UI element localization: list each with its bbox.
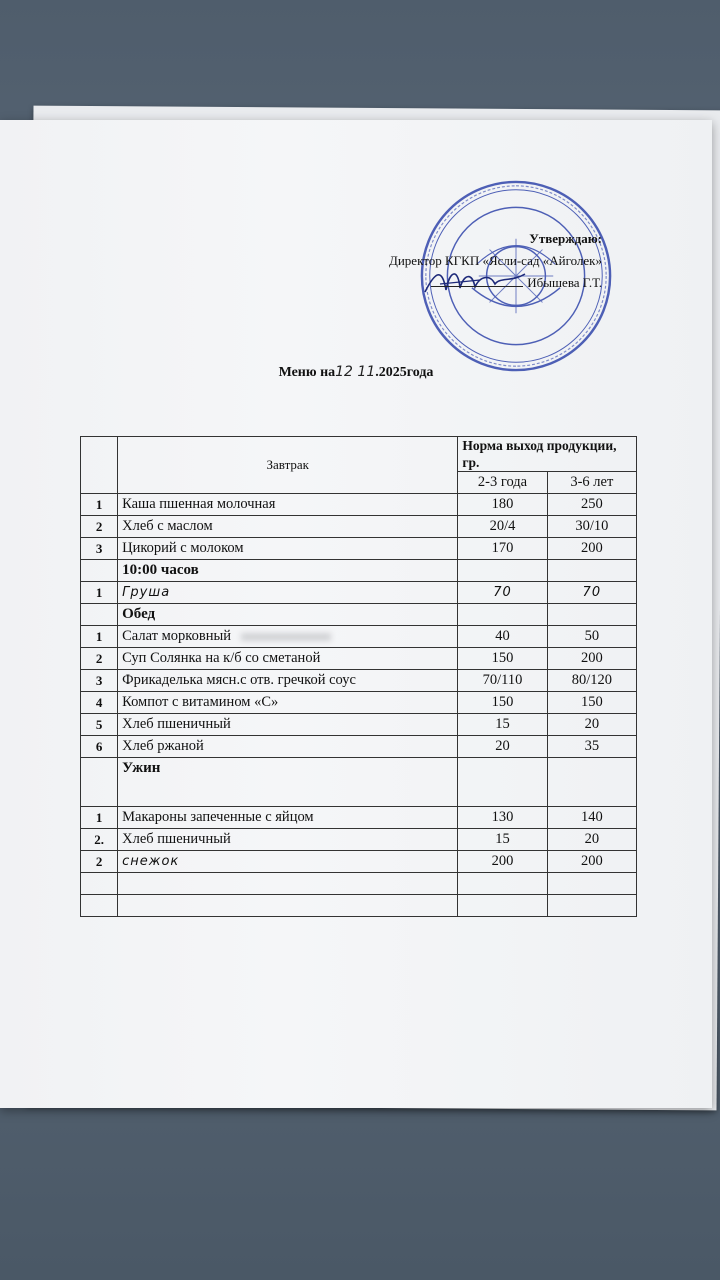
- table-row: 2 Суп Солянка на к/б со сметаной 150 200: [81, 648, 637, 670]
- header-norm: Норма выход продукции, гр.: [458, 437, 637, 472]
- section-title-lunch: Обед: [118, 604, 458, 626]
- header-age-3-6: 3-6 лет: [547, 472, 636, 494]
- header-age-2-3: 2-3 года: [458, 472, 547, 494]
- empty-row: [81, 895, 637, 917]
- menu-title: [0, 364, 712, 381]
- table-row: 1 Груша 70 70: [81, 582, 637, 604]
- document-page: [0, 120, 712, 1108]
- menu-title-prefix: Меню на: [278, 365, 336, 380]
- approval-heading: Утверждаю:: [529, 231, 602, 246]
- signature-line: [431, 274, 523, 287]
- handwritten-date: 12 11: [335, 364, 376, 380]
- table-row: 1 Каша пшенная молочная 180 250: [81, 494, 637, 516]
- menu-table: [80, 436, 637, 917]
- section-row-snack: [81, 560, 637, 582]
- handwritten-item: снежок: [122, 854, 180, 869]
- table-row: 2 Хлеб с маслом 20/4 30/10: [81, 516, 637, 538]
- header-breakfast: Завтрак: [118, 437, 458, 494]
- smudge: [241, 633, 331, 641]
- table-row: 4 Компот с витамином «С» 150 150: [81, 692, 637, 714]
- table-row: 1 Макароны запеченные с яйцом 130 140: [81, 807, 637, 829]
- table-row: 2 снежок 200 200: [81, 851, 637, 873]
- section-title-dinner: Ужин: [118, 758, 458, 807]
- table-row: 3 Цикорий с молоком 170 200: [81, 538, 637, 560]
- director-position: Директор КГКП «Ясли-сад «Айголек»: [388, 253, 602, 268]
- table-row: 2. Хлеб пшеничный 15 20: [81, 829, 637, 851]
- section-row-lunch: [81, 604, 637, 626]
- table-header-row: [81, 437, 637, 472]
- section-title-snack: 10:00 часов: [118, 560, 458, 582]
- table-row: 3 Фрикаделька мясн.с отв. гречкой соус 70/110 80/120: [81, 670, 637, 692]
- table-row: 5 Хлеб пшеничный 15 20: [81, 714, 637, 736]
- approval-block: [389, 228, 602, 294]
- menu-title-suffix: .2025года: [375, 365, 434, 380]
- table-row: 6 Хлеб ржаной 20 35: [81, 736, 637, 758]
- director-name: Ибышева Г.Т.: [527, 275, 602, 290]
- section-row-dinner: [81, 758, 637, 807]
- table-row: 1 Салат морковный 40 50: [81, 626, 637, 648]
- empty-row: [81, 873, 637, 895]
- handwritten-item: Груша: [122, 585, 171, 600]
